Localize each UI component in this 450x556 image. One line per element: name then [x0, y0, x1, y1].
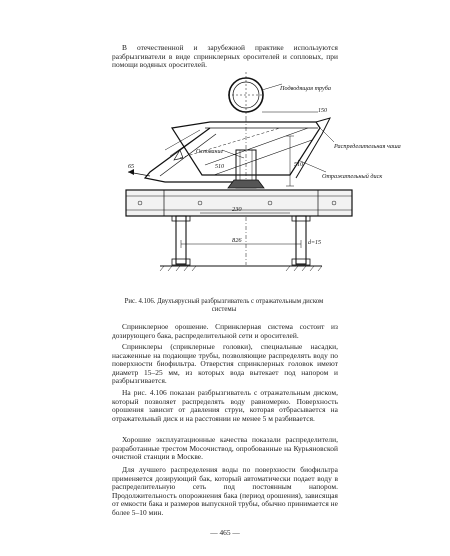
paragraph-5: Для лучшего распределения воды по поверхности биофильтра применяется дозирующий бак, который автоматически подает воду в распределительную сеть под постоянным напором. Продолжительность опорожнения бака (период орошения), зависящая от емкости бака и размеров выпускной трубы, обычно принимается не более 5–10 мин.	[112, 465, 339, 517]
label-dim-d: d=15	[308, 240, 322, 246]
label-distributor: Распределительная чаша	[334, 143, 401, 150]
paragraph-4: Хорошие эксплуатационные качества показали распределители, разработанные трестом Мосочиствод, опробованные на Курьяновской очистной станции в Москве.	[112, 435, 338, 462]
label-dim-65: 65	[128, 164, 134, 170]
label-dim-510b: 510	[294, 162, 303, 168]
paragraph-3: На рис. 4.106 показан разбрызгиватель с отражательным диском, который позволяет распределять воду равномерно. Поверхность орошения зависит от давления струи, которая отбрасывается на отражательный диск и на расстоянии не менее 5 м разбивается.	[112, 388, 338, 423]
label-dim-826: 826	[232, 237, 242, 244]
label-pipe: Подводящая труба	[280, 85, 332, 92]
label-dim-230: 230	[232, 206, 242, 213]
label-base: Основание	[196, 149, 224, 155]
paragraph-1: Спринклерное орошение. Спринклерная система состоит из дозирующего бака, распределительной сети и оросителей.	[112, 322, 338, 340]
page-number: — 465 —	[210, 528, 240, 537]
label-dim-150: 150	[318, 108, 327, 114]
figure-caption: Рис. 4.106. Двухъярусный разбрызгиватель с отражательным диском системы	[124, 298, 324, 313]
paragraph-2: Спринклеры (сприклерные головки), специальные насадки, насаженные на подающие трубы, позволяющие распределять воду по поверхности биофильтра. Отверстия спринклерных головок имеют диаметр 15–25 мм, из которых вода вытекает под напором и разбрызгивается.	[112, 342, 338, 386]
label-dim-510: 510	[215, 164, 224, 170]
label-spray-plate: Отражательный диск	[322, 173, 383, 180]
intro-paragraph: В отечественной и зарубежной практике используются разбрызгиватели в виде спринклерных оросителей и сопловых, при помощи водяных оросителей.	[112, 43, 338, 70]
